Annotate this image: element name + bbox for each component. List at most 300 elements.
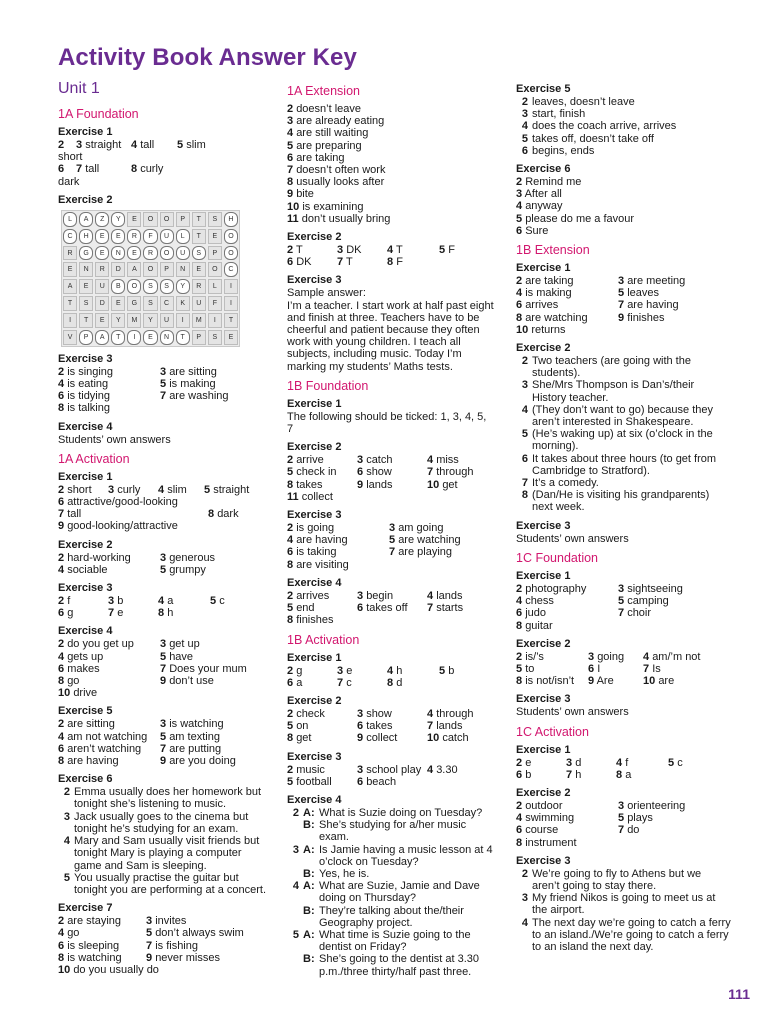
answer-text: gets up [67,650,104,663]
grid-cell [287,776,357,788]
answer-text: a [625,768,632,781]
exercise-text: Students’ own answers [516,532,629,545]
answer-number: 3 [618,275,625,288]
answer-number: 3 [357,454,364,467]
answer-item [58,520,178,532]
answer-number: 4 [387,664,394,677]
answer-item [287,590,329,602]
answer-number: 3 [566,756,573,769]
answer-text: are still waiting [296,127,369,140]
answer-text: straight [213,483,250,496]
grid-cell [160,564,270,576]
answer-text: a [167,595,174,608]
answer-line [516,379,731,403]
answer-line [287,103,495,115]
answer-line [58,872,270,896]
answer-line [516,404,731,428]
wordsearch-cell: O [127,279,141,294]
answer-number: 2 [516,799,523,812]
answer-item [160,675,214,687]
grid-cell [516,800,618,812]
answer-item [516,837,577,849]
answer-text: is examining [302,200,364,213]
wordsearch-cell: T [176,330,190,345]
answer-number: 6 [287,256,294,269]
answer-number: 2 [521,867,528,880]
answer-item [160,651,193,663]
speaker-label: B: [303,953,315,966]
answer-line [287,140,495,152]
grid-cell [618,275,731,287]
answer-item [76,163,99,175]
grid-cell [58,663,160,675]
answer-number: 3 [76,139,83,151]
answer-text: chess [525,595,554,608]
answer-number: 2 [58,718,65,731]
answer-text: g [67,607,74,620]
answer-item [618,595,669,607]
answer-text: g [296,664,303,677]
wordsearch-cell: L [176,229,190,244]
answer-item [58,675,79,687]
answer-number: 9 [287,188,294,201]
answer-line [516,917,731,954]
answer-text: start, finish [532,108,586,121]
answer-text: don’t usually bring [301,212,391,225]
grid-cell [516,769,566,781]
answer-item [160,564,206,576]
exercise-title: Exercise 1 [58,470,113,483]
grid-cell [287,764,357,776]
answer-item [58,378,108,390]
answer-text: are meeting [627,275,686,288]
exercise-title: Exercise 2 [516,637,571,650]
wordsearch-cell: S [143,296,157,311]
answer-item [616,769,631,781]
wordsearch-cell: S [160,279,174,294]
answer-number: 5 [516,662,523,675]
wordsearch-cell: P [192,330,206,345]
answer-text: 3.30 [436,763,458,776]
answer-text: are sitting [169,365,217,378]
grid-cell [516,675,588,687]
grid-cell [160,651,270,663]
answer-number: 5 [204,483,211,496]
grid-cell [131,163,177,187]
grid-cell [616,769,668,781]
wordsearch-cell: K [176,296,190,311]
answer-item [387,677,402,689]
answer-number: 5 [160,378,167,391]
answer-item [618,275,685,287]
answer-text: tall [140,139,155,151]
answer-item [389,522,443,534]
answer-number: 5 [287,139,294,152]
exercise-block [516,787,731,849]
answer-number: 2 [58,638,65,651]
answer-text: do [627,824,640,837]
exercise-block [516,638,731,688]
exercise-block [287,231,495,268]
dialog-line [287,844,495,868]
answer-item [287,776,332,788]
wordsearch-cell: T [192,212,206,227]
answer-grid [516,757,731,781]
grid-cell [287,602,357,614]
answer-item [287,115,384,127]
answer-text: to [525,662,535,675]
answer-text: going [597,650,625,663]
wordsearch-cell: E [127,212,141,227]
answer-text: F [448,244,455,257]
answer-item [287,602,315,614]
wordsearch-cell: E [208,229,222,244]
column-1 [58,80,270,982]
section-heading: 1C Activation [516,724,589,739]
answer-item [668,757,683,769]
grid-cell [287,454,357,466]
answer-number: 4 [516,200,523,213]
answer-text: invites [155,915,187,928]
grid-cell [76,163,131,187]
grid-cell [146,927,270,939]
answer-text: is sleeping [67,939,120,952]
wordsearch-cell: I [127,330,141,345]
page-title: Activity Book Answer Key [58,44,357,71]
answer-number: 8 [158,607,165,620]
answer-text: T [295,244,303,257]
grid-cell [516,299,618,311]
grid-cell [76,139,131,163]
exercise-title: Exercise 2 [58,193,113,206]
answer-line [287,127,495,139]
answer-item [516,595,554,607]
wordsearch-cell: I [208,313,222,328]
answer-number: 4 [516,287,523,300]
answer-text: Jack usually goes to the cinema but tonight he’s studying for an exam. [74,810,249,835]
answer-number: 4 [616,756,623,769]
answer-item [357,708,392,720]
answer-number: 4 [58,378,65,391]
answer-text: are visiting [296,558,349,571]
grid-cell-empty [210,607,270,619]
answer-text: tall [85,163,100,176]
answer-item [287,140,362,152]
answer-line [516,428,731,452]
answer-item [58,390,110,402]
exercise-block [58,471,270,533]
answer-grid [287,764,495,788]
exercise-block [516,570,731,632]
answer-text: arrives [296,589,330,602]
grid-cell [160,743,270,755]
wordsearch-cell: A [79,212,93,227]
wordsearch-cell: Y [143,313,157,328]
answer-text: are washing [169,390,229,403]
answer-grid [58,552,270,576]
answer-text: do you get up [67,638,134,651]
answer-item [58,366,113,378]
answer-text: a [296,676,303,689]
answer-item [58,564,108,576]
answer-number: 7 [287,164,294,177]
answer-number: 2 [287,244,294,257]
answer-number: 8 [287,478,294,491]
grid-cell [516,812,618,824]
grid-cell [516,607,618,619]
answer-text: through [436,466,474,479]
wordsearch-cell: H [79,229,93,244]
answer-text: get up [169,638,200,651]
answer-item [287,732,311,744]
answer-number: 8 [387,256,394,269]
answer-text: generous [169,551,216,564]
exercise-title: Exercise 3 [287,274,342,287]
answer-number: 4 [427,589,434,602]
answer-text: curly [140,163,164,176]
answer-number: 6 [357,602,364,615]
answer-number: 5 [618,287,625,300]
wordsearch-cell: E [143,330,157,345]
grid-cell [618,312,731,324]
answer-grid [287,665,495,689]
answer-number: 2 [516,582,523,595]
exercise-title: Exercise 5 [58,705,113,718]
answer-number: 7 [160,742,167,755]
wordsearch-cell: I [224,279,238,294]
answer-item [287,559,349,571]
grid-cell [287,677,337,689]
exercise-text: The following should be ticked: 1, 3, 4, 5, 7 [287,410,487,436]
answer-text: The next day we’re going to catch a ferry to an island./We’re going to catch a ferry to an island the next day. [532,916,731,953]
speaker-label: A: [303,806,315,819]
grid-cell [566,757,616,769]
answer-text: camping [627,595,669,608]
grid-cell [427,590,495,602]
wordsearch-cell: F [143,229,157,244]
answer-item [427,454,459,466]
answer-item [287,256,311,268]
answer-text: Remind me [525,176,582,189]
exercise-block [287,274,495,372]
answer-text: is going [296,522,335,535]
answer-line [516,133,731,145]
answer-item [108,484,140,496]
answer-number: 3 [108,595,115,608]
answer-text: Mary and Sam usually visit friends but tonight Mary is playing a computer game and Sam is sleeping. [74,835,260,872]
answer-line [58,520,270,532]
answer-number: 6 [588,662,595,675]
answer-number: 3 [337,244,344,257]
answer-text: T [345,256,353,269]
exercise-title: Exercise 3 [516,693,571,706]
wordsearch-cell: H [224,212,238,227]
answer-text: am going [398,522,444,535]
answer-number: 8 [516,619,523,632]
answer-text: DK [296,256,312,269]
answer-grid [287,590,495,614]
answer-text: She/Mrs Thompson is Dan’s/their History teacher. [532,379,695,404]
exercise-block [516,520,731,545]
answer-text: F [396,256,403,269]
answer-number: 3 [63,810,70,823]
answer-text: is taking [296,546,337,559]
answer-item [58,607,73,619]
grid-cell [588,663,643,675]
unit-title: Unit 1 [58,80,100,97]
answer-line [516,620,731,632]
exercise-block [516,744,731,781]
answer-text: b [525,768,532,781]
answer-text: straight [85,139,122,151]
answer-text: takes [366,720,393,733]
answer-number: 3 [160,551,167,564]
answer-text: school play [366,763,422,776]
wordsearch-cell: A [95,330,109,345]
answer-text: don’t always swim [155,927,244,940]
answer-number: 10 [287,200,300,213]
answer-item [387,665,402,677]
answer-number: 9 [618,311,625,324]
answer-item [357,602,408,614]
grid-cell [146,940,270,952]
answer-item [287,764,325,776]
answer-number: 2 [516,176,523,189]
answer-line [516,892,731,916]
answer-item [58,552,131,564]
grid-cell [58,552,160,564]
wordsearch-cell: O [208,262,222,277]
grid-cell [158,595,210,607]
answer-number: 3 [521,379,528,392]
grid-cell [618,812,731,824]
answer-number: 4 [521,120,528,133]
answer-text: c [219,595,225,608]
wordsearch-cell: S [192,246,206,261]
answer-text: are having [627,299,679,312]
grid-cell [643,663,731,675]
answer-number: 7 [108,607,115,620]
answer-item [588,675,614,687]
answer-text: are sitting [67,718,115,731]
answer-item [516,324,566,336]
answer-number: 7 [160,390,167,403]
wordsearch-cell: A [63,279,77,294]
answer-number: 2 [58,365,65,378]
grid-cell [158,484,204,496]
answer-item [516,800,563,812]
answer-grid [58,718,270,767]
grid-cell [58,638,160,650]
answer-text: returns [531,323,566,336]
answer-text: leaves [627,287,659,300]
answer-item [516,299,558,311]
grid-cell [287,590,357,602]
answer-item [287,665,302,677]
answer-line [58,835,270,872]
answer-item [616,757,628,769]
answer-number: 10 [427,478,440,491]
answer-item [618,800,685,812]
wordsearch-cell: Y [111,212,125,227]
answer-number: 8 [287,558,294,571]
answer-grid [58,595,270,619]
grid-cell [160,755,270,767]
answer-line [287,115,495,127]
answer-grid [58,139,270,188]
answer-item [158,595,173,607]
grid-cell [427,764,495,776]
grid-cell [287,466,357,478]
grid-cell [516,757,566,769]
answer-number: 3 [618,799,625,812]
wordsearch-cell: T [79,313,93,328]
grid-cell [58,651,160,663]
grid-cell [387,256,439,268]
answer-number: 5 [618,595,625,608]
answer-item [204,484,249,496]
section-heading: 1C Foundation [516,550,599,565]
wordsearch-cell: M [192,313,206,328]
answer-line [516,837,731,849]
answer-text: What is Suzie doing on Tuesday? [319,806,483,819]
answer-number: 10 [427,732,440,745]
answer-number: 7 [521,477,528,490]
answer-number: 2 [287,763,294,776]
answer-item [287,522,334,534]
answer-text: sightseeing [627,582,683,595]
answer-item [357,764,421,776]
answer-number: 6 [357,720,364,733]
answer-number: 2 [516,650,523,663]
answer-number: 8 [287,176,294,189]
answer-number: 4 [58,730,65,743]
answer-item [160,390,229,402]
grid-cell [177,139,270,163]
answer-number: 6 [516,299,523,312]
answer-item [58,964,159,976]
answer-text: Is [652,662,661,675]
answer-number: 8 [58,675,65,688]
answer-text: lands [436,720,463,733]
answer-number: 7 [618,607,625,620]
wordsearch-cell: U [160,313,174,328]
answer-grid [58,484,270,496]
answer-line [287,152,495,164]
grid-cell [566,769,616,781]
answer-number: 4 [292,880,299,893]
answer-number: 8 [58,755,65,768]
answer-text: makes [67,662,100,675]
answer-text: drive [73,687,98,700]
answer-line [516,868,731,892]
grid-cell [357,732,427,744]
answer-item [357,776,396,788]
answer-item [160,718,224,730]
answer-item [287,213,390,225]
answer-text: miss [436,454,459,467]
answer-number: 7 [76,163,83,176]
grid-cell [58,366,160,378]
grid-cell-empty [439,677,495,689]
answer-text: c [346,676,352,689]
answer-text: My friend Nikos is going to meet us at the airport. [532,892,716,917]
dialog-line [287,905,495,929]
wordsearch-cell: O [224,246,238,261]
exercise-title: Exercise 2 [516,786,571,799]
answer-item [516,312,588,324]
exercise-block [287,577,495,627]
